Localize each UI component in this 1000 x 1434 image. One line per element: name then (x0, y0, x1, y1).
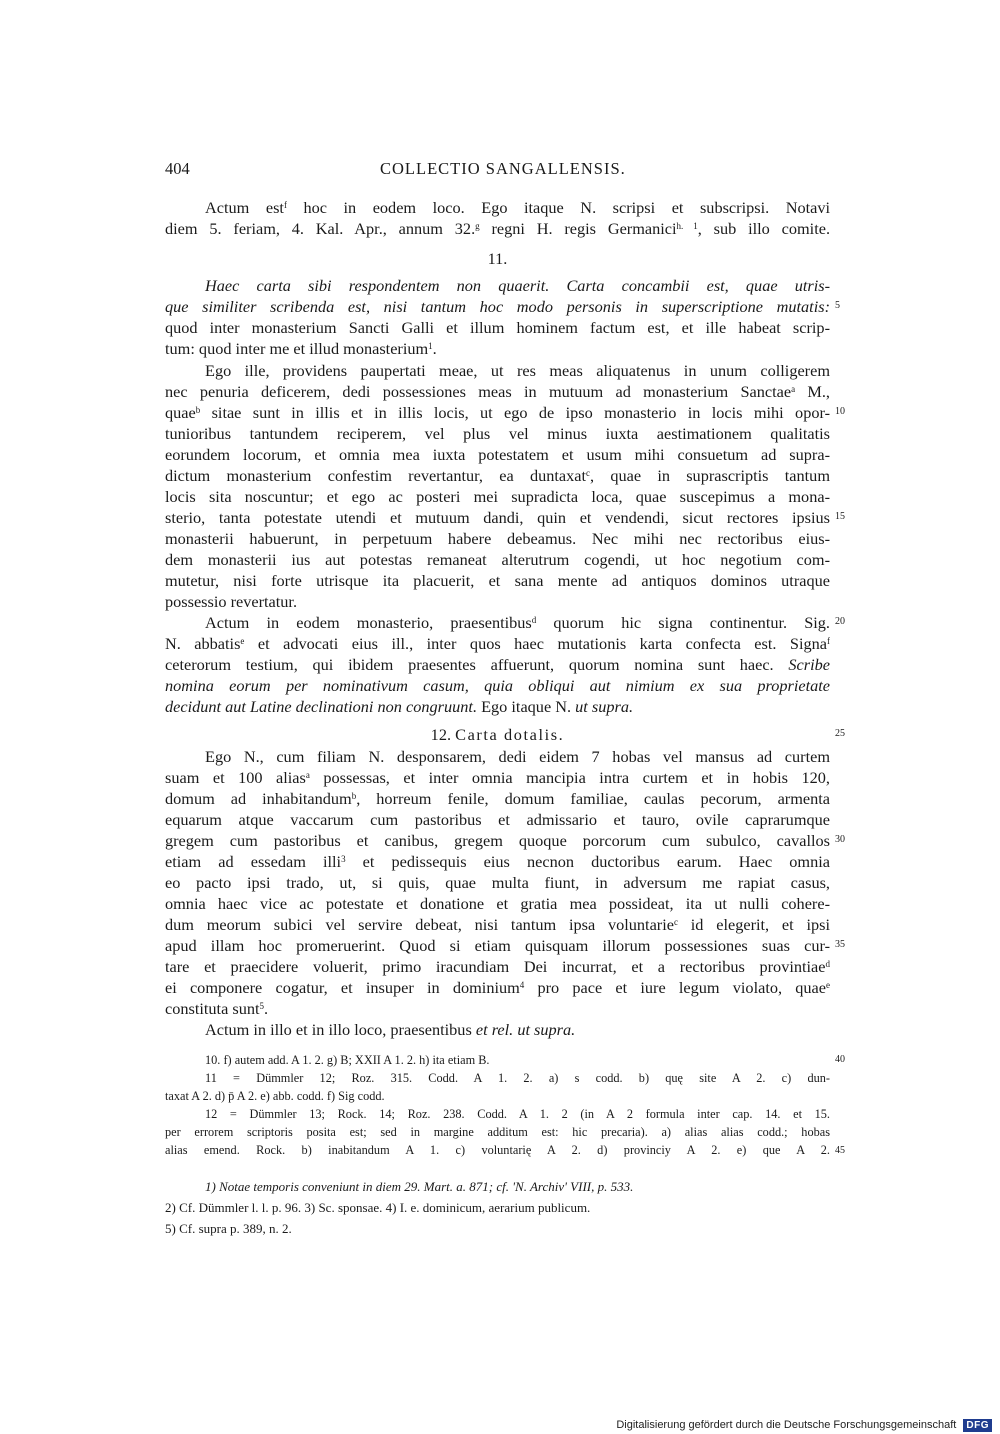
section-12-line: suam et 100 alias$^a$ possessas, et inter omnia mancipia intra curtem et in hobis 120, (165, 768, 831, 787)
section-11-line: Actum in eodem monasterio, praesentibus$^d$ quorum hic signa continentur. Sig. (205, 613, 831, 632)
section-11-line: locis sita noscuntur; et ego ac posteri mei supradicta loca, quae suscepimus a mona- (165, 487, 830, 506)
section-12-line: Ego N., cum filiam N. desponsarem, dedi eidem 7 hobas vel mansus ad curtem (205, 747, 830, 766)
section-11-line: quod inter monasterium Sancti Galli et illum hominem factum est, et ille habeat scrip- (165, 318, 830, 337)
line-number: 15 (835, 511, 845, 522)
line-number: 10 (835, 406, 845, 417)
section-12-line: tare et praecidere voluerit, primo iracundiam Dei incurrat, et a rectoribus provintiae$^d$ (165, 957, 830, 976)
section-11-line: Haec carta sibi respondentem non quaerit. Carta concambii est, quae utris- (205, 276, 830, 295)
section-12-line: omnia haec vice ac potestate et donatione et gratia mea possideat, ita ut nulli cohere- (165, 894, 830, 913)
section-11-line: possessio revertatur. (165, 592, 298, 611)
section-11-line: sterio, tanta potestate utendi et mutuum dandi, quin et vendendi, sicut rectores ipsius (165, 508, 830, 527)
note-line: 5) Cf. supra p. 389, n. 2. (165, 1221, 292, 1236)
section-11-line: decidunt aut Latine declinationi non congruunt. Ego itaque N. ut supra. (165, 697, 634, 716)
section-12-line: Actum in illo et in illo loco, praesentibus et rel. ut supra. (205, 1020, 576, 1039)
section-12-line: dum meorum subici vel servire debeat, nisi tantum ipsa voluntarie$^c$ id elegerit, et ipsi (165, 915, 830, 934)
funding-badge (616, 1418, 992, 1432)
apparatus-line: 12 = Dümmler 13; Rock. 14; Roz. 238. Codd. A 1. 2 (in A 2 formula inter cap. 14. et 15. (205, 1107, 830, 1121)
line-number: 20 (835, 616, 845, 627)
section-11-line: Ego ille, providens paupertati meae, ut res meas aliquatenus in unum colligerem (205, 361, 830, 380)
dfg-logo: DFG (963, 1419, 992, 1432)
section-11-line: quae$^b$ sitae sunt in illis et in illis locis, ut ego de ipso monasterio in locis mihi opor- (165, 403, 830, 422)
line-number: 30 (835, 834, 845, 845)
section-11-heading: 11. (487, 249, 508, 268)
line-number: 25 (835, 728, 845, 739)
section-10-line-2: diem 5. feriam, 4. Kal. Apr., annum 32.$^g$ regni H. regis Germanici$^{h. 1}$, sub illo comite. (165, 219, 831, 238)
line-number: 5 (835, 300, 840, 311)
apparatus-line: 10. f) autem add. A 1. 2. g) B; XXII A 1. 2. h) ita etiam B. (205, 1053, 490, 1067)
section-12-line: eo pacto ipsi trado, ut, si quis, quae multa fiunt, in adversum me rapiat casus, (165, 873, 830, 892)
section-11-line: ceterorum testium, qui ibidem praesentes affuerunt, quorum nomina sunt haec. Scribe (165, 655, 830, 674)
section-12-line: ei componere cogatur, et insuper in dominium$^4$ pro pace et iure legum violato, quae$^e$ (165, 978, 830, 997)
section-10-line-1: Actum est$^f$ hoc in eodem loco. Ego itaque N. scripsi et subscripsi. Notavi (205, 198, 831, 217)
apparatus-line: per errorem scriptoris posita est; sed in margine additum est: hic precaria). a) alias alias codd.; hobas (165, 1125, 830, 1139)
section-11-line: dem monasterii ius aut potestas remaneat alterutrum cogendi, ut hoc negotium com- (165, 550, 830, 569)
section-11-line: dictum monasterium confestim revertantur, ea duntaxat$^c$, quae in suprascriptis tantum (165, 466, 830, 485)
apparatus-line: taxat A 2. d) p̄ A 2. e) abb. codd. f) Sig codd. (165, 1089, 385, 1103)
section-11-line: N. abbatis$^e$ et advocati eius ill., inter quos haec mutationis karta confecta est. Signa$^f$ (165, 634, 831, 653)
section-12-line: domum ad inhabitandum$^b$, horreum fenile, domum familiae, caulas pecorum, armenta (165, 789, 830, 808)
section-12-line: apud illam hoc promeruerint. Quod si etiam quisquam illorum possessiones suas cur- (165, 936, 830, 955)
section-12-heading: 12. Carta dotalis. (430, 725, 565, 744)
section-11-line: nomina eorum per nominativum casum, quia obliqui aut nimium ex sua proprietate (165, 676, 830, 695)
section-12-line: etiam ad essedam illi$^3$ et pedissequis eius necnon ductoribus earum. Haec omnia (165, 852, 830, 871)
section-12-line: gregem cum pastoribus et canibus, gregem quoque porcorum cum subulco, cavallos (165, 831, 830, 850)
section-11-line: tum: quod inter me et illud monasterium$^1$. (165, 339, 437, 358)
page-number: 404 (165, 159, 190, 178)
running-title: COLLECTIO SANGALLENSIS. (380, 159, 626, 178)
section-11-line: mutetur, nisi forte utrisque ita placuerit, et sana mente ad antiquos dominos utraque (165, 571, 830, 590)
funding-text: Digitalisierung gefördert durch die Deutsche Forschungsgemeinschaft (616, 1419, 957, 1431)
line-number: 35 (835, 939, 845, 950)
note-line: 2) Cf. Dümmler l. l. p. 96. 3) Sc. sponsae. 4) I. e. dominicum, aerarium publicum. (165, 1200, 591, 1215)
apparatus-line: 11 = Dümmler 12; Roz. 315. Codd. A 1. 2. a) s codd. b) quę site A 2. c) dun- (205, 1071, 830, 1085)
section-11-line: que similiter scribenda est, nisi tantum hoc modo personis in superscriptione mutatis: (165, 297, 830, 316)
line-number: 40 (835, 1054, 845, 1065)
section-11-line: tunioribus tantundem reciperem, vel plus vel minus iuxta aestimationem qualitatis (165, 424, 830, 443)
section-12-line: constituta sunt$^5$. (165, 999, 269, 1018)
note-line: 1) Notae temporis conveniunt in diem 29. Mart. a. 871; cf. 'N. Archiv' VIII, p. 533. (205, 1179, 634, 1194)
line-number: 45 (835, 1145, 845, 1156)
section-11-line: eorundem locorum, et omnia mea iuxta potestatem et usum mihi consuetum ad supra- (165, 445, 830, 464)
apparatus-line: alias emend. Rock. b) inabitandum A 1. c) voluntarię A 2. d) provinciy A 2. e) que A 2. (165, 1143, 830, 1157)
section-12-line: equarum atque vaccarum cum pastoribus et admissario et tauro, ovile caprarumque (165, 810, 830, 829)
section-11-line: monasterii habuerunt, in perpetuum habere debeamus. Nec mihi nec rectoribus eius- (165, 529, 830, 548)
section-11-line: nec penuria deficerem, dedi possessiones meas in mutuum ad monasterium Sanctae$^a$ M., (165, 382, 830, 401)
